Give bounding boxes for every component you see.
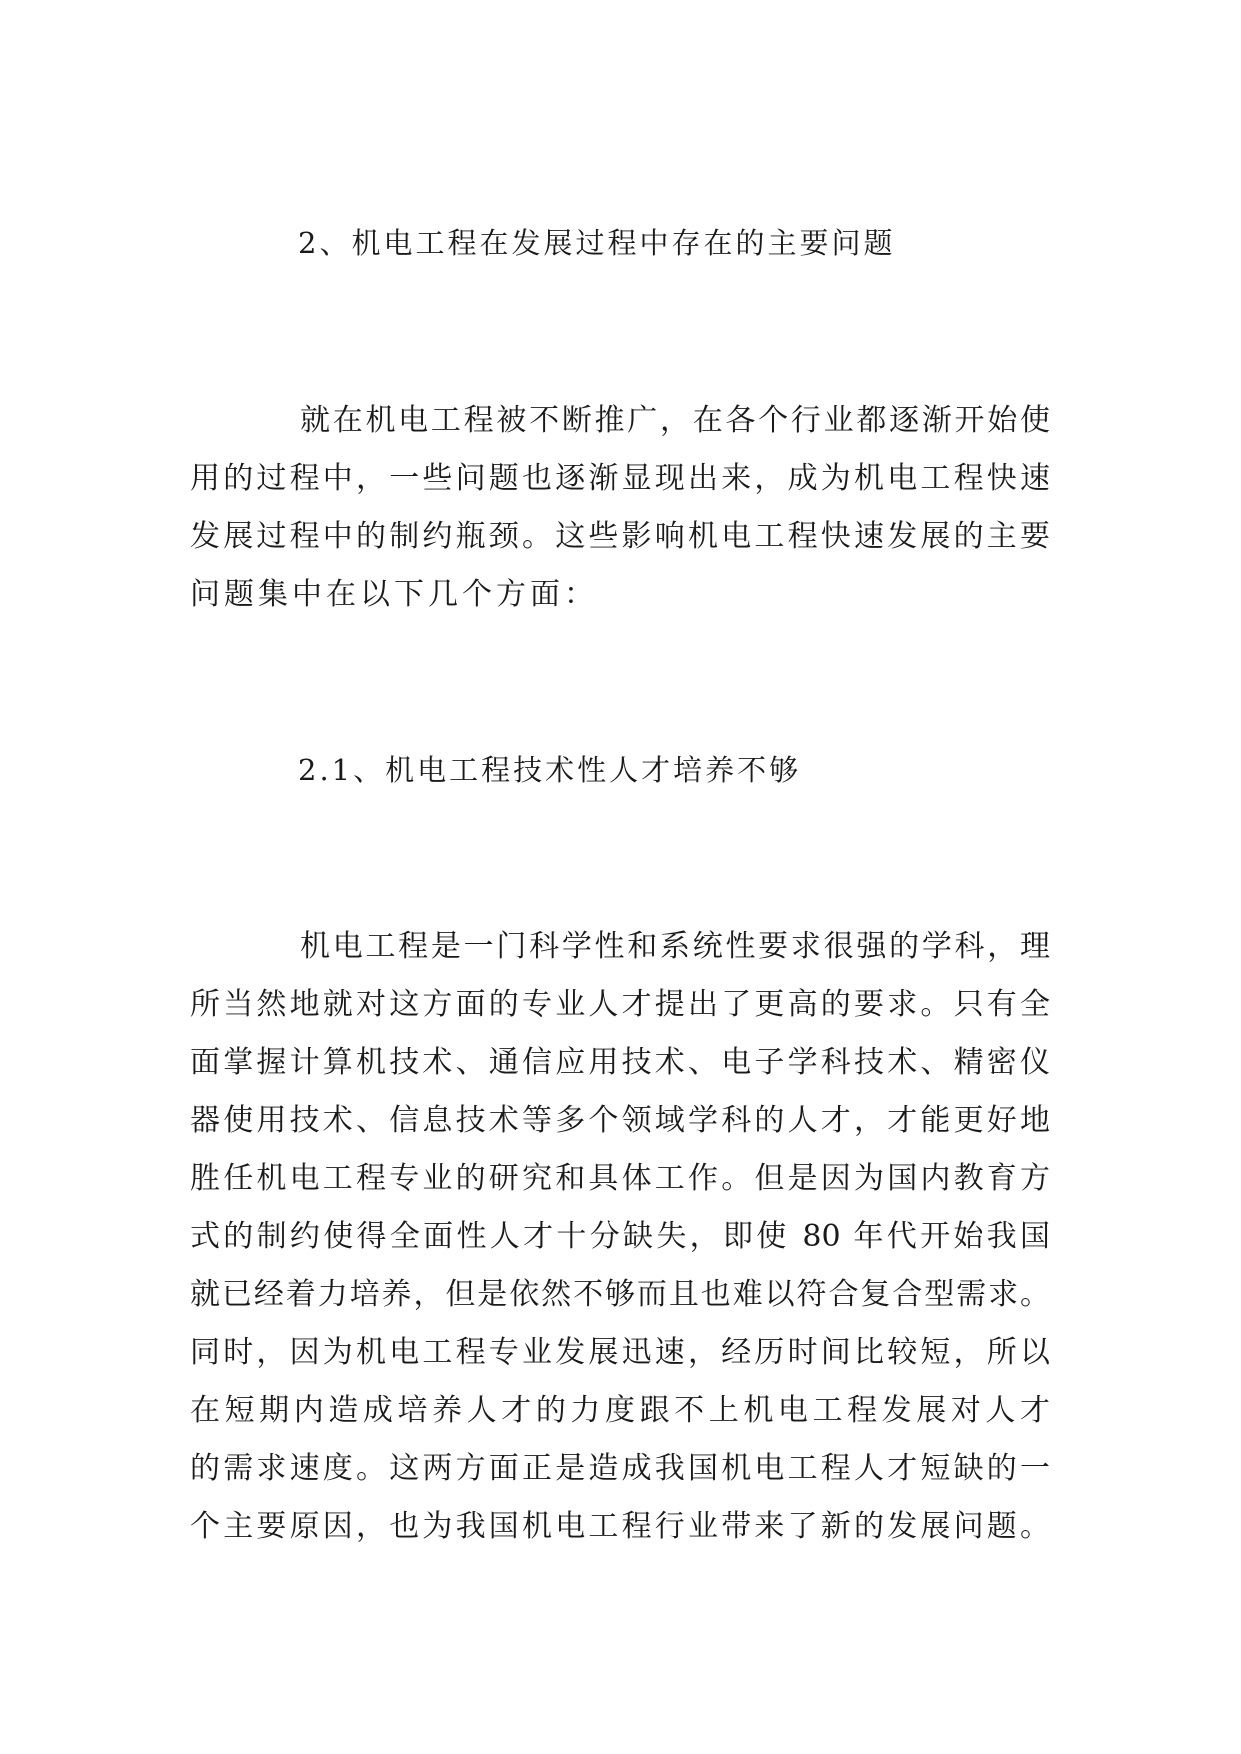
body-line: 就已经着力培养，但是依然不够而且也难以符合复合型需求。 <box>190 1277 1050 1312</box>
body-line: 所当然地就对这方面的专业人才提出了更高的要求。只有全 <box>190 987 1050 1022</box>
body-line: 同时，因为机电工程专业发展迅速，经历时间比较短，所以 <box>190 1335 1050 1370</box>
subsection-heading: 2.1、机电工程技术性人才培养不够 <box>298 753 802 787</box>
intro-line: 就在机电工程被不断推广，在各个行业都逐渐开始使 <box>300 403 1050 438</box>
body-line: 的需求速度。这两方面正是造成我国机电工程人才短缺的一 <box>190 1451 1050 1486</box>
intro-line: 发展过程中的制约瓶颈。这些影响机电工程快速发展的主要 <box>190 519 1050 554</box>
body-paragraph <box>190 918 1050 1556</box>
body-line: 在短期内造成培养人才的力度跟不上机电工程发展对人才 <box>190 1393 1050 1428</box>
body-line: 个主要原因，也为我国机电工程行业带来了新的发展问题。 <box>190 1509 1050 1544</box>
body-line: 面掌握计算机技术、通信应用技术、电子学科技术、精密仪 <box>190 1045 1050 1080</box>
intro-line: 问题集中在以下几个方面： <box>190 577 598 612</box>
section-heading: 2、机电工程在发展过程中存在的主要问题 <box>298 226 896 260</box>
intro-line: 用的过程中，一些问题也逐渐显现出来，成为机电工程快速 <box>190 461 1050 496</box>
body-line: 式的制约使得全面性人才十分缺失，即使 80 年代开始我国 <box>190 1219 1050 1254</box>
intro-paragraph <box>190 392 1050 624</box>
body-line: 机电工程是一门科学性和系统性要求很强的学科，理 <box>300 929 1050 964</box>
body-line: 胜任机电工程专业的研究和具体工作。但是因为国内教育方 <box>190 1161 1050 1196</box>
body-line: 器使用技术、信息技术等多个领域学科的人才，才能更好地 <box>190 1103 1050 1138</box>
